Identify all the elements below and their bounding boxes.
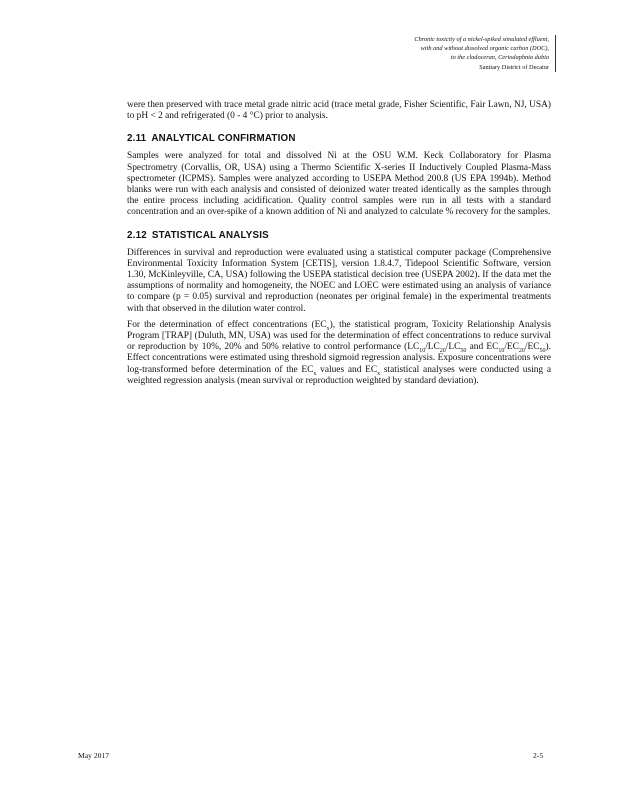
footer-date: May 2017: [78, 751, 110, 760]
header-title-line-2: with and without dissolved organic carbon (DOC),: [420, 45, 549, 52]
section-heading-statistical-analysis: [127, 230, 551, 241]
section-title: STATISTICAL ANALYSIS: [151, 229, 269, 241]
analytical-confirmation-paragraph: Samples were analyzed for total and dissolved Ni at the OSU W.M. Keck Collaboratory for Plasma Spectrometry (Corvallis, OR, USA) using a Thermo Scientific X-series II Inductively Coupled Plasma-Mass spectrometer (ICPMS). Samples were analyzed according to USEPA Method 200.8 (US EPA 1994b). Method blanks were run with each analysis and consisted of deionized water treated identically as the samples through the entire process including acidification. Quality control samples were run in all tests with a standard concentration and an over-spike of a known addition of Ni and analyzed to calculate % recovery for the samples.: [127, 151, 551, 218]
header-organization: Sanitary District of Decatur: [479, 64, 549, 71]
section-number: 2.11: [127, 133, 147, 145]
header-title-line-1: Chronic toxicity of a nickel-spiked simulated effluent,: [414, 36, 549, 43]
section-title: ANALYTICAL CONFIRMATION: [151, 133, 296, 145]
section-heading-analytical-confirmation: [127, 133, 551, 144]
document-body: [127, 100, 551, 392]
running-header: [414, 35, 556, 72]
header-title-line-3: to the cladoceran, Ceriodaphnia dubia: [450, 54, 549, 61]
section-number: 2.12: [127, 229, 147, 241]
statistical-analysis-paragraph-1: Differences in survival and reproduction were evaluated using a statistical computer package (Comprehensive Environmental Toxicity Information System [CETIS], version 1.8.4.7, Tidepool Scientific Software, version 1.30, McKinleyville, CA, USA) following the USEPA statistical decision tree (USEPA 2002). If the data met the assumptions of normality and homogeneity, the NOEC and LOEC were estimated using an analysis of variance to compare (p = 0.05) survival and reproduction (neonates per original female) in the experimental treatments with that observed in the dilution water control.: [127, 247, 551, 314]
intro-paragraph: were then preserved with trace metal grade nitric acid (trace metal grade, Fisher Scientific, Fair Lawn, NJ, USA) to pH < 2 and refrigerated (0 - 4 °C) prior to analysis.: [127, 100, 551, 122]
footer-page-number: 2-5: [533, 751, 544, 760]
statistical-analysis-paragraph-2: For the determination of effect concentrations $(EC_x)$, the statistical program, Toxicity Relationship Analysis Program [TRAP] (Duluth, MN, USA) was used for the determination of effect concentrations to reduce survival or reproduction by 10%, 20% and 50% relative to control performance ($LC_{10}/LC_{20}/LC_{50}$ and $EC_{10}/EC_{20}/EC_{50}$). Effect concentrations were estimated using threshold sigmoid regression analysis. Exposure concentrations were log-transformed before determination of the $EC_x$ values and $EC_x$ statistical analyses were conducted using a weighted regression analysis (mean survival or reproduction weighted by standard deviation).: [127, 319, 552, 386]
